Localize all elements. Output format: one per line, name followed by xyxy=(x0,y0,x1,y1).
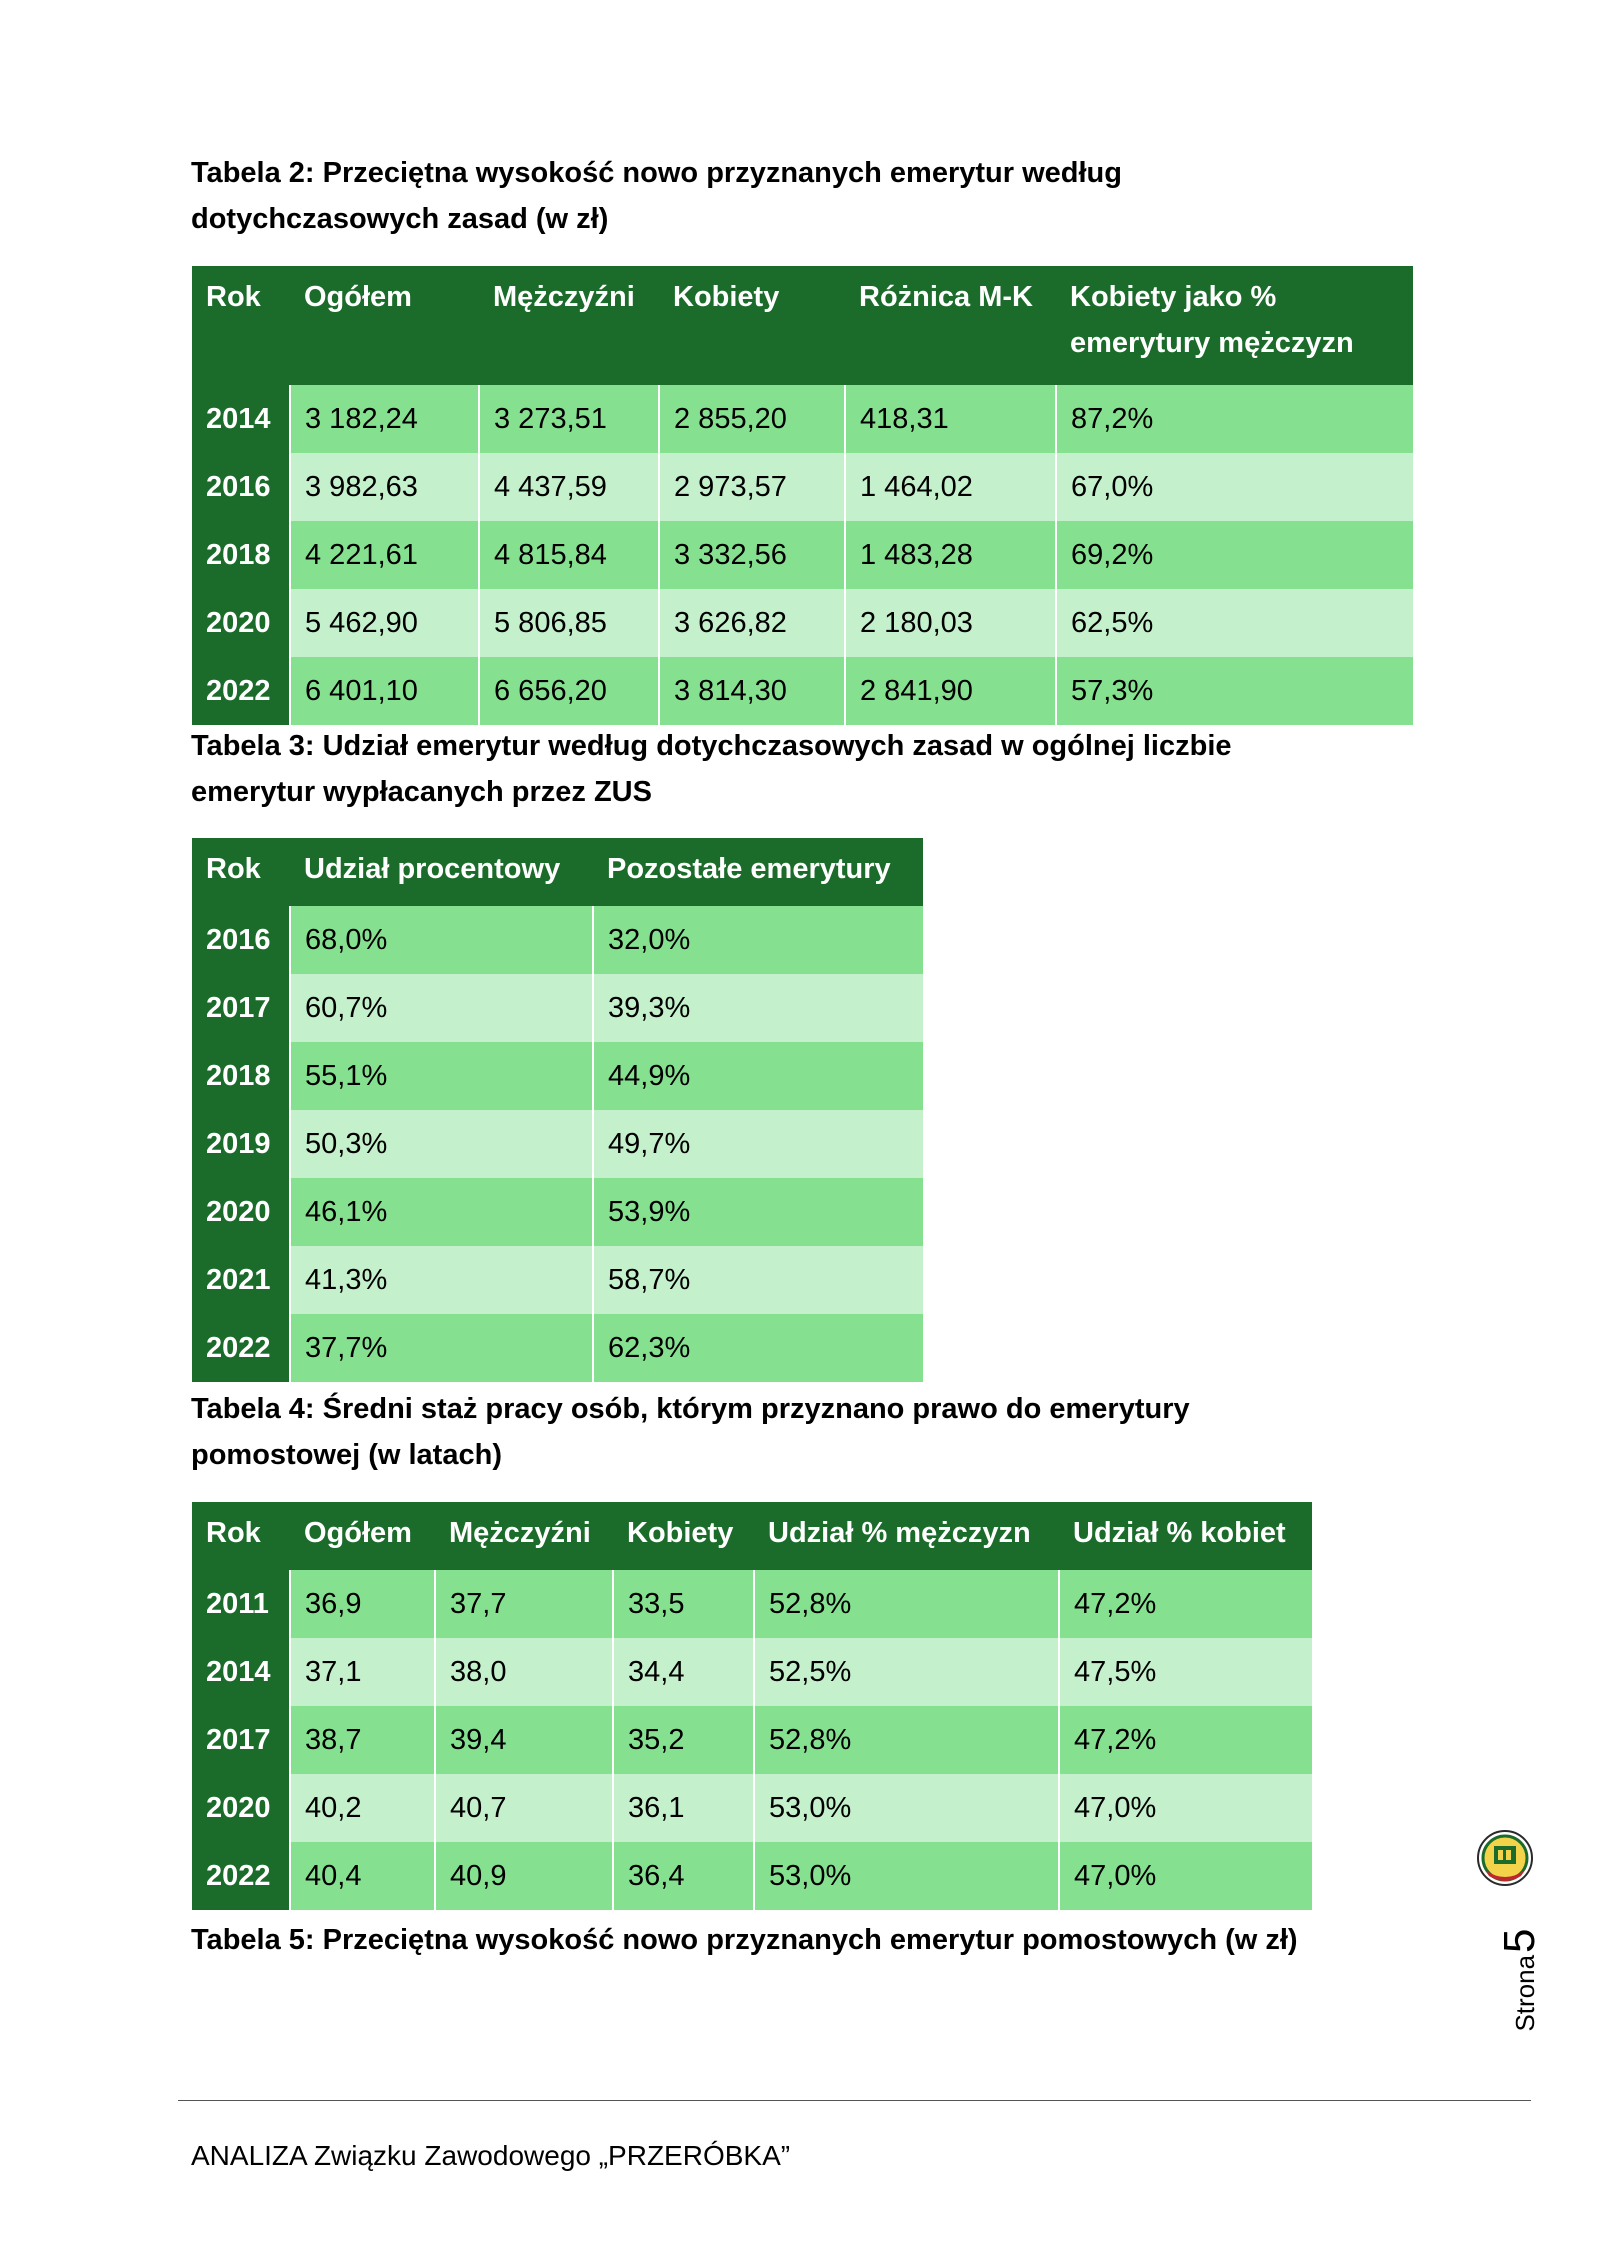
year-cell: 2020 xyxy=(192,1774,290,1842)
column-header-pozostale-emerytury: Pozostałe emerytury xyxy=(593,838,923,906)
table-cell: 418,31 xyxy=(845,385,1056,453)
table-cell: 62,5% xyxy=(1056,589,1413,657)
year-cell: 2014 xyxy=(192,385,290,453)
table-cell: 69,2% xyxy=(1056,521,1413,589)
column-header-kobiety-procent: Kobiety jako % emerytury mężczyzn xyxy=(1056,266,1413,385)
table-cell: 58,7% xyxy=(593,1246,923,1314)
table-cell: 47,0% xyxy=(1059,1842,1312,1910)
year-cell: 2020 xyxy=(192,589,290,657)
column-header-ogolem: Ogółem xyxy=(290,266,479,385)
table-row xyxy=(192,1042,923,1110)
table-row xyxy=(192,1774,1312,1842)
table-row xyxy=(192,974,923,1042)
table-cell: 3 814,30 xyxy=(659,657,845,725)
table-cell: 53,0% xyxy=(754,1774,1059,1842)
table-header-row xyxy=(192,266,1413,385)
table-cell: 52,8% xyxy=(754,1570,1059,1638)
table-cell: 5 462,90 xyxy=(290,589,479,657)
table-row xyxy=(192,589,1413,657)
table-cell: 37,7% xyxy=(290,1314,593,1382)
table-cell: 4 815,84 xyxy=(479,521,659,589)
table-3-caption-line-2: emerytur wypłacanych przez ZUS xyxy=(191,776,652,808)
column-header-kobiety: Kobiety xyxy=(613,1502,754,1570)
table-2-caption-line-1: Tabela 2: Przeciętna wysokość nowo przyznanych emerytur według xyxy=(191,157,1122,189)
table-cell: 37,7 xyxy=(435,1570,613,1638)
table-5-caption: Tabela 5: Przeciętna wysokość nowo przyznanych emerytur pomostowych (w zł) xyxy=(191,1924,1298,1956)
table-cell: 3 182,24 xyxy=(290,385,479,453)
table-cell: 47,5% xyxy=(1059,1638,1312,1706)
year-cell: 2016 xyxy=(192,906,290,974)
column-header-udzial-mezczyzn: Udział % mężczyzn xyxy=(754,1502,1059,1570)
table-row xyxy=(192,906,923,974)
table-cell: 50,3% xyxy=(290,1110,593,1178)
table-cell: 2 855,20 xyxy=(659,385,845,453)
year-cell: 2017 xyxy=(192,974,290,1042)
table-cell: 57,3% xyxy=(1056,657,1413,725)
table-cell: 41,3% xyxy=(290,1246,593,1314)
year-cell: 2016 xyxy=(192,453,290,521)
table-cell: 36,4 xyxy=(613,1842,754,1910)
year-cell: 2018 xyxy=(192,521,290,589)
table-header-row xyxy=(192,838,923,906)
table-cell: 40,7 xyxy=(435,1774,613,1842)
table-row xyxy=(192,657,1413,725)
table-cell: 87,2% xyxy=(1056,385,1413,453)
table-cell: 60,7% xyxy=(290,974,593,1042)
union-logo-icon xyxy=(1475,1828,1535,1888)
table-cell: 44,9% xyxy=(593,1042,923,1110)
column-header-mezczyzni: Mężczyźni xyxy=(435,1502,613,1570)
table-cell: 2 973,57 xyxy=(659,453,845,521)
column-header-udzial-procentowy: Udział procentowy xyxy=(290,838,593,906)
table-row xyxy=(192,1314,923,1382)
table-2 xyxy=(192,266,1413,725)
table-cell: 52,5% xyxy=(754,1638,1059,1706)
year-cell: 2022 xyxy=(192,657,290,725)
table-cell: 39,3% xyxy=(593,974,923,1042)
table-2-caption-line-2: dotychczasowych zasad (w zł) xyxy=(191,203,609,235)
table-cell: 3 982,63 xyxy=(290,453,479,521)
table-cell: 67,0% xyxy=(1056,453,1413,521)
table-cell: 55,1% xyxy=(290,1042,593,1110)
year-cell: 2018 xyxy=(192,1042,290,1110)
table-cell: 4 221,61 xyxy=(290,521,479,589)
table-3 xyxy=(192,838,923,1382)
table-2-caption xyxy=(191,150,1451,242)
year-cell: 2019 xyxy=(192,1110,290,1178)
table-cell: 4 437,59 xyxy=(479,453,659,521)
table-cell: 53,9% xyxy=(593,1178,923,1246)
year-cell: 2022 xyxy=(192,1842,290,1910)
table-row xyxy=(192,1842,1312,1910)
year-cell: 2021 xyxy=(192,1246,290,1314)
table-cell: 52,8% xyxy=(754,1706,1059,1774)
table-cell: 47,0% xyxy=(1059,1774,1312,1842)
table-cell: 32,0% xyxy=(593,906,923,974)
table-cell: 3 273,51 xyxy=(479,385,659,453)
table-cell: 1 464,02 xyxy=(845,453,1056,521)
table-cell: 40,4 xyxy=(290,1842,435,1910)
column-header-rok: Rok xyxy=(192,1502,290,1570)
page-number-value: 5 xyxy=(1495,1928,1544,1953)
table-cell: 6 401,10 xyxy=(290,657,479,725)
table-row xyxy=(192,1570,1312,1638)
table-cell: 47,2% xyxy=(1059,1570,1312,1638)
table-4-caption-line-1: Tabela 4: Średni staż pracy osób, którym przyznano prawo do emerytury xyxy=(191,1393,1190,1425)
year-cell: 2014 xyxy=(192,1638,290,1706)
table-cell: 36,9 xyxy=(290,1570,435,1638)
table-row xyxy=(192,1246,923,1314)
year-cell: 2020 xyxy=(192,1178,290,1246)
table-4-caption-line-2: pomostowej (w latach) xyxy=(191,1439,502,1471)
table-cell: 53,0% xyxy=(754,1842,1059,1910)
table-cell: 40,2 xyxy=(290,1774,435,1842)
year-cell: 2022 xyxy=(192,1314,290,1382)
year-cell: 2017 xyxy=(192,1706,290,1774)
column-header-ogolem: Ogółem xyxy=(290,1502,435,1570)
table-cell: 5 806,85 xyxy=(479,589,659,657)
table-cell: 1 483,28 xyxy=(845,521,1056,589)
page-label: Strona xyxy=(1510,1954,1540,2032)
page-number xyxy=(1495,1920,1544,2040)
table-cell: 38,0 xyxy=(435,1638,613,1706)
table-cell: 3 332,56 xyxy=(659,521,845,589)
table-cell: 35,2 xyxy=(613,1706,754,1774)
table-cell: 62,3% xyxy=(593,1314,923,1382)
table-row xyxy=(192,1110,923,1178)
table-3-caption-line-1: Tabela 3: Udział emerytur według dotychczasowych zasad w ogólnej liczbie xyxy=(191,730,1232,762)
table-cell: 46,1% xyxy=(290,1178,593,1246)
column-header-roznica: Różnica M-K xyxy=(845,266,1056,385)
column-header-kobiety: Kobiety xyxy=(659,266,845,385)
table-row xyxy=(192,385,1413,453)
column-header-udzial-kobiet: Udział % kobiet xyxy=(1059,1502,1312,1570)
table-3-caption xyxy=(191,723,1451,815)
table-row xyxy=(192,521,1413,589)
table-cell: 49,7% xyxy=(593,1110,923,1178)
column-header-rok: Rok xyxy=(192,266,290,385)
table-cell: 36,1 xyxy=(613,1774,754,1842)
table-cell: 37,1 xyxy=(290,1638,435,1706)
table-cell: 2 841,90 xyxy=(845,657,1056,725)
table-4 xyxy=(192,1502,1312,1910)
table-cell: 3 626,82 xyxy=(659,589,845,657)
table-cell: 39,4 xyxy=(435,1706,613,1774)
table-cell: 33,5 xyxy=(613,1570,754,1638)
footer-divider xyxy=(178,2100,1531,2101)
table-cell: 40,9 xyxy=(435,1842,613,1910)
table-4-caption xyxy=(191,1386,1451,1478)
table-cell: 34,4 xyxy=(613,1638,754,1706)
table-cell: 2 180,03 xyxy=(845,589,1056,657)
table-row xyxy=(192,453,1413,521)
footer-text: ANALIZA Związku Zawodowego „PRZERÓBKA” xyxy=(191,2140,791,2171)
table-cell: 47,2% xyxy=(1059,1706,1312,1774)
table-header-row xyxy=(192,1502,1312,1570)
table-cell: 38,7 xyxy=(290,1706,435,1774)
year-cell: 2011 xyxy=(192,1570,290,1638)
column-header-mezczyzni: Mężczyźni xyxy=(479,266,659,385)
column-header-rok: Rok xyxy=(192,838,290,906)
table-row xyxy=(192,1706,1312,1774)
table-cell: 68,0% xyxy=(290,906,593,974)
table-cell: 6 656,20 xyxy=(479,657,659,725)
table-row xyxy=(192,1178,923,1246)
table-row xyxy=(192,1638,1312,1706)
